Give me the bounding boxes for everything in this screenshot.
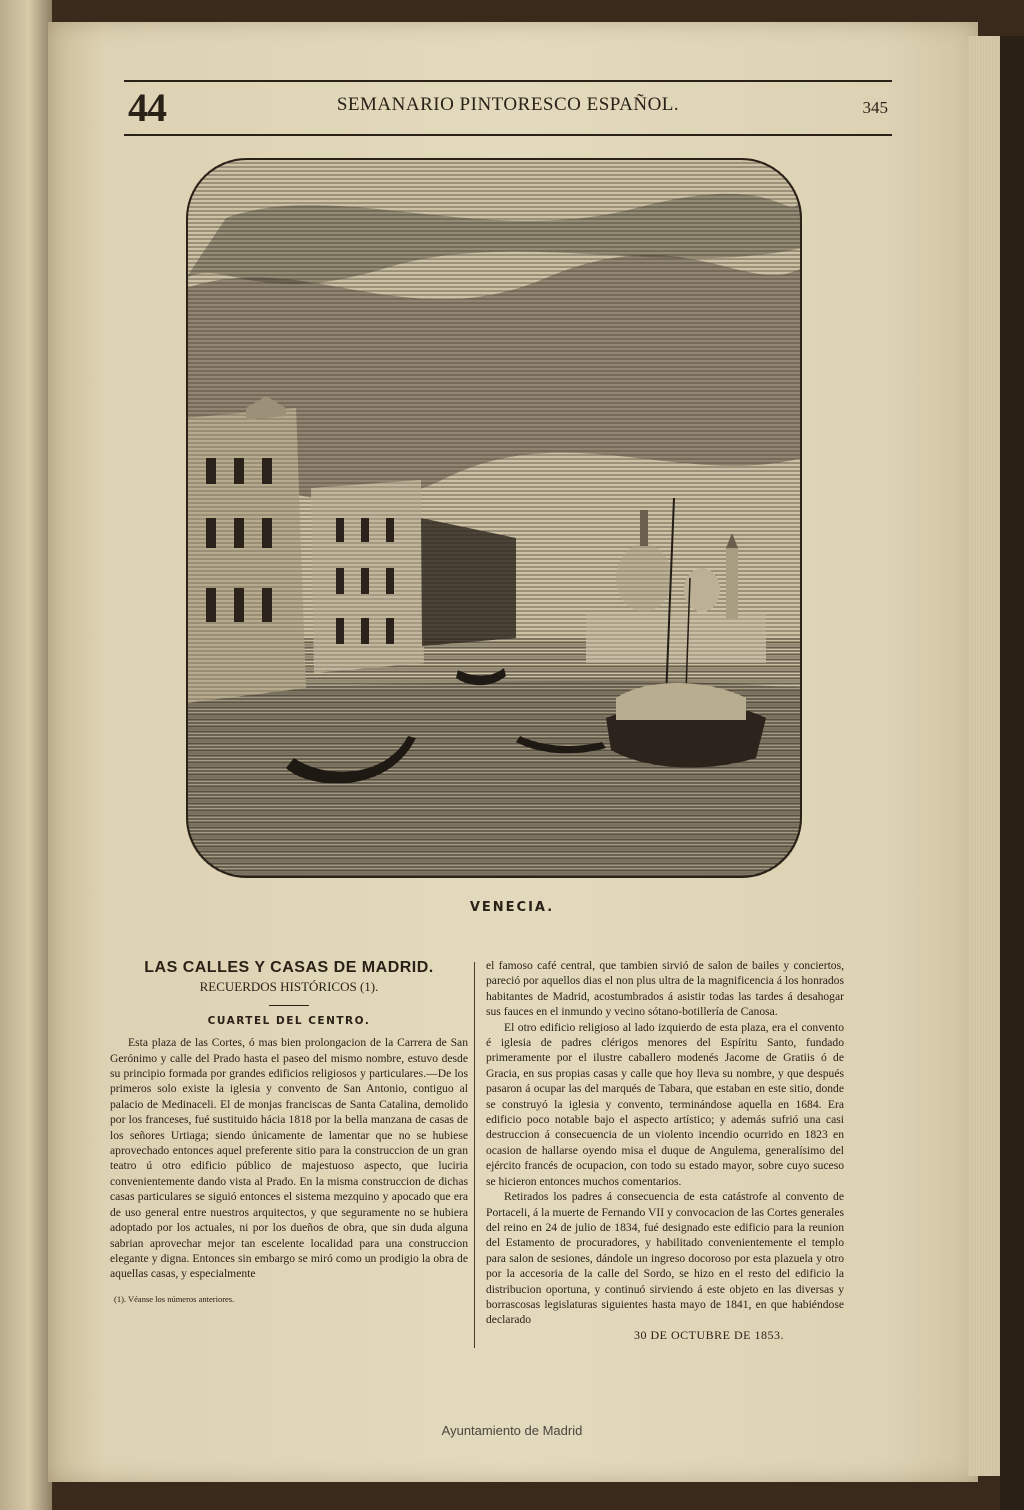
binding-shadow <box>1000 36 1024 1510</box>
illustration-caption: VENECIA. <box>469 900 555 915</box>
article-paragraph: el famoso café central, que tambien sirvió de salon de bailes y conciertos, pareció por aquellos dias el non plus ultra de la magnificencia á los honrados habitantes de Madrid, acostumbrados á asistir todas las tardes á desahogar sus fauces en el inmundo y vecino sótano-botillería de Canosa. <box>486 959 844 1019</box>
article-title: LAS CALLES Y CASAS DE MADRID. <box>144 959 434 976</box>
archive-watermark: Ayuntamiento de Madrid <box>441 1423 583 1438</box>
article-paragraph: Esta plaza de las Cortes, ó mas bien prolongacion de la Carrera de San Gerónimo y calle del Prado hasta el paseo del mismo nombre, estuvo desde su principio formada por grandes edificios religiosos y particulares.—De los primeros solo existe la iglesia y convento de San Antonio, contiguo al palacio de Medinaceli. El de monjas franciscas de Santa Catalina, demolido por los franceses, fué sustituido hácia 1818 por la bella manzana de casas de los señores Urtiaga; siendo únicamente de lamentar que no se hubiese aprovechado entonces aquel preferente sitio para la construccion de un gran teatro ú otro edificio público de majestuoso aspecto, que luciria convenientemente dando vista al Prado. En la misma construccion de dichas casas particulares se siguió entonces el sistema mezquino y apocado que era de uso general entre nuestros arquitectos, y que seguramente no se hubiera adoptado por los actuales, ni por los dueños de obra, que sin duda alguna sabrian aprovechar mejor tan escelente localidad para una construccion elegante y digna. Entonces sin embargo se miró como un prodigio la obra de aquellas casas, y especialmente <box>110 1036 468 1281</box>
article-paragraph: Retirados los padres á consecuencia de esta catástrofe al convento de Portaceli, á la muerte de Fernando VII y convocacion de las Cortes generales del reino en 24 de julio de 1834, fué designado este edificio para la reunion del Estamento de procuradores, y habilitado convenientemente el templo para salon de sesiones, dándole un ingreso docoroso por esta plazuela y otro por la accesoria de la calle del Sordo, se hizo en el resto del edificio la distribucion oportuna, y continuó sirviendo á este objeto en las diversas y borrascosas legislaturas siguientes hasta mayo de 1841, en que habiéndose declarado <box>486 1190 844 1327</box>
dateline: 30 DE OCTUBRE DE 1853. <box>634 1327 784 1342</box>
facing-page-edge <box>0 0 52 1510</box>
section-heading: CUARTEL DEL CENTRO. <box>207 1014 371 1027</box>
venice-engraving <box>186 158 802 878</box>
footnote: (1). Véanse los números anteriores. <box>114 1293 235 1304</box>
title-rule <box>269 1005 309 1006</box>
page-number: 345 <box>862 98 888 117</box>
left-column <box>110 958 468 1307</box>
running-title: SEMANARIO PINTORESCO ESPAÑOL. <box>336 94 680 115</box>
article-subtitle: RECUERDOS HISTÓRICOS (1). <box>199 979 379 995</box>
column-divider <box>474 962 475 1348</box>
article-paragraph: El otro edificio religioso al lado izquierdo de esta plaza, era el convento é iglesia de padres clérigos menores del Espíritu Santo, fundado primeramente por el ilustre caballero modenés Jacome de Gratiis ó de Gracia, en sus propias casas y calle que hoy lleva su nombre, y que después pasaron á ocupar las del marqués de Tabara, que estaban en este sitio, donde se construyó la iglesia y convento, terminándose aquella en 1684. Era edificio poco notable bajo el aspecto artístico; y además sufrió una casi destruccion á consecuencia de un violento incendio ocurrido en 1823 en ocasion de hallarse oyendo misa el duque de Angulema, generalísimo del ejército francés de ocupacion, con todo su estado mayor, sobre cuyo suceso se hicieron entonces muchos comentarios. <box>486 1020 844 1188</box>
page-header <box>124 80 892 136</box>
issue-number: 44 <box>128 85 166 130</box>
right-column <box>486 958 844 1343</box>
